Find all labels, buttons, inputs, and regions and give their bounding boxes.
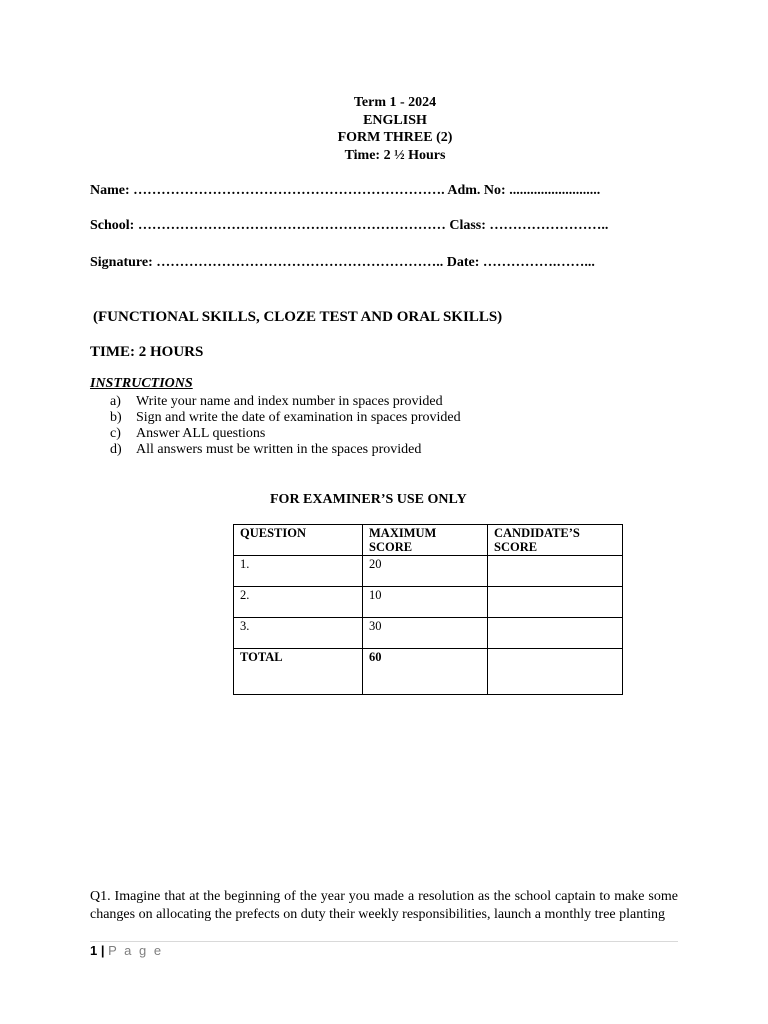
total-label: TOTAL	[234, 649, 363, 695]
signature-date-field: Signature: …………………………………………………….. Date: …………….……...	[90, 255, 595, 270]
total-candidate-score	[488, 649, 623, 695]
instructions-list	[110, 394, 461, 458]
page-label: P a g e	[108, 943, 164, 958]
header-candidate-score: CANDIDATE’S SCORE	[488, 525, 623, 556]
instruction-item: b) Sign and write the date of examination in spaces provided	[110, 410, 461, 425]
exam-header	[0, 94, 768, 164]
instruction-item: d) All answers must be written in the spaces provided	[110, 442, 422, 457]
score-table	[233, 524, 623, 695]
time-label: TIME: 2 HOURS	[90, 344, 204, 360]
question-cell: 1.	[234, 556, 363, 587]
table-total-row	[234, 649, 623, 695]
instruction-item: c) Answer ALL questions	[110, 426, 266, 441]
page-separator: |	[100, 943, 105, 958]
examiner-title: FOR EXAMINER’S USE ONLY	[270, 492, 467, 507]
instruction-item: a) Write your name and index number in spaces provided	[110, 394, 443, 409]
question-cell: 2.	[234, 587, 363, 618]
max-score-cell: 30	[363, 618, 488, 649]
term-line: Term 1 - 2024	[353, 95, 437, 110]
table-row	[234, 618, 623, 649]
candidate-score-cell	[488, 587, 623, 618]
question-1-text: Q1. Imagine that at the beginning of the year you made a resolution as the school captain to make some changes on allocating the prefects on duty their weekly responsibilities, launch a monthly tree planting	[90, 889, 678, 922]
table-header-row	[234, 525, 623, 556]
candidate-score-cell	[488, 618, 623, 649]
instructions-title: INSTRUCTIONS	[90, 376, 193, 391]
max-score-cell: 10	[363, 587, 488, 618]
total-max-score: 60	[363, 649, 488, 695]
max-score-cell: 20	[363, 556, 488, 587]
table-row	[234, 556, 623, 587]
paper-title: (FUNCTIONAL SKILLS, CLOZE TEST AND ORAL SKILLS)	[93, 309, 503, 325]
duration-line: Time: 2 ½ Hours	[344, 147, 446, 163]
header-question: QUESTION	[234, 525, 363, 556]
name-adm-field: Name: …………………………………………………………. Adm. No: ..........................	[90, 183, 601, 198]
subject-line: ENGLISH	[363, 112, 427, 128]
form-line: FORM THREE (2)	[337, 130, 453, 145]
page-footer	[90, 943, 163, 958]
question-cell: 3.	[234, 618, 363, 649]
table-row	[234, 587, 623, 618]
school-class-field: School: ………………………………………………………… Class: ……………………..	[90, 218, 609, 233]
page-number: 1	[90, 943, 98, 958]
header-max-score: MAXIMUM SCORE	[363, 525, 488, 556]
candidate-score-cell	[488, 556, 623, 587]
footer-divider	[90, 941, 678, 942]
